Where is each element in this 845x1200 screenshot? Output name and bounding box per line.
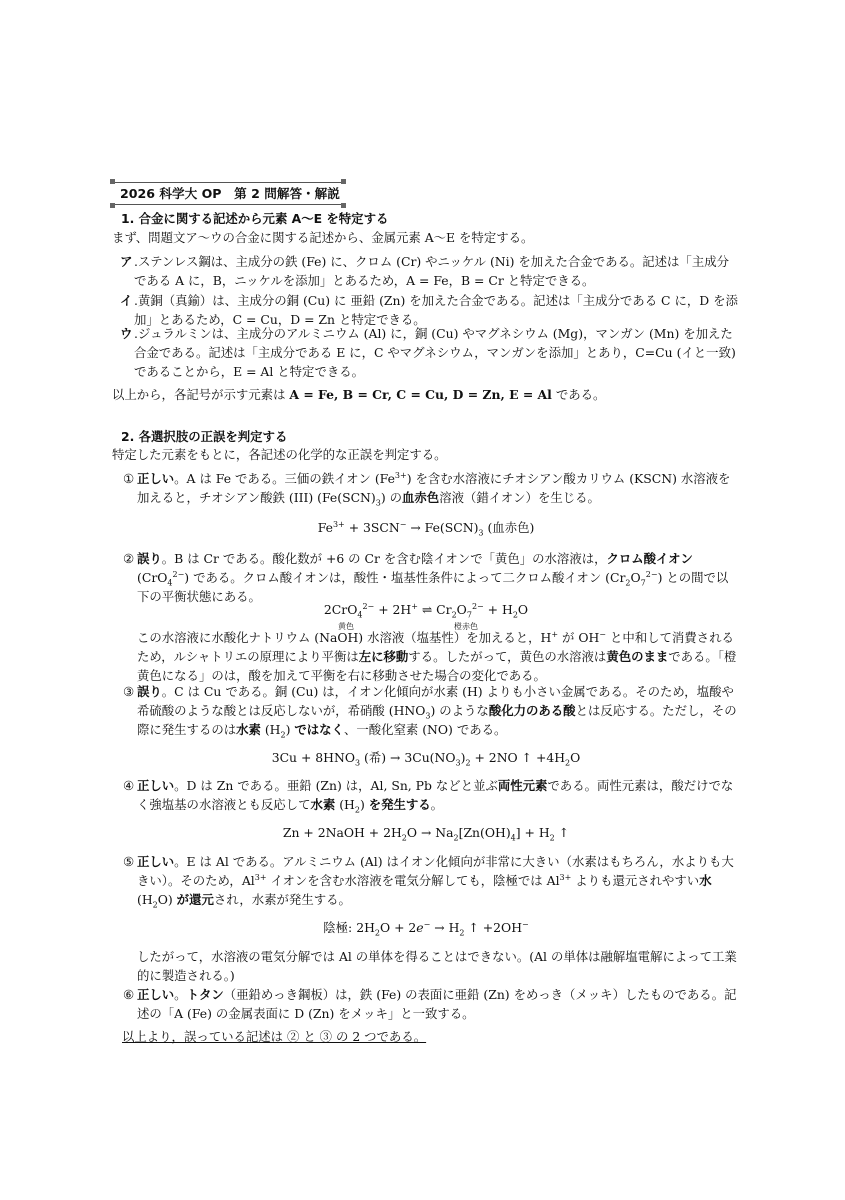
choice-2: ② 誤り。B は Cr である。酸化数が +6 の Cr を含む陰イオンで「黄色」の水溶液は，クロム酸イオン(CrO$_4^{2-}$) である。クロム酸イオンは，酸性・塩基性条件によって二クロム酸イオン $(Cr_2O_7^{2-})$ との間で以下の平衡状態にある。 xyxy=(123,551,729,604)
corner-square xyxy=(110,203,115,208)
title-box xyxy=(113,182,343,205)
equation-1: $Fe^{3+} + 3SCN^- \to Fe(SCN)_3$ (血赤色) xyxy=(317,519,535,538)
label-yellow: 黄色 xyxy=(338,622,354,631)
choice-1: ① 正しい。A は Fe である。三価の鉄イオン $(Fe^{3+})$ を含む水溶液にチオシアン酸カリウム (KSCN) 水溶液を加えると，チオシアン酸鉄 (III) $(Fe(SCN)_3)$ の血赤色溶液（錯イオン）を生じる。 xyxy=(123,470,731,508)
equation-4: Zn + 2NaOH + $2H_2O \to Na_2[Zn(OH)_4] + H_2$ ↑ xyxy=(282,825,570,843)
page-title: 2026 科学大 OP 第 2 問解答・解説 xyxy=(120,186,340,201)
choice-5-continued: したがって，水溶液の電気分解では Al の単体を得ることはできない。(Al の単体は融解塩電解によって工業的に製造される。) xyxy=(137,949,737,983)
choice-5: ⑤ 正しい。E は Al である。アルミニウム (Al) はイオン化傾向が非常に大きい（水素はもちろん，水よりも大きい）。そのため，$Al^{3+}$ イオンを含む水溶液を電気分解しても，陰極では $Al^{3+}$ よりも還元されやすい水 $(H_2O)$ が還元され，水素が発生する。 xyxy=(123,854,734,910)
choice-4: ④ 正しい。D は Zn である。亜鉛 (Zn) は，Al, Sn, Pb などと並ぶ両性元素である。両性元素は，酸だけでなく強塩基の水溶液とも反応して水素 $(H_2)$ を発生する。 xyxy=(123,778,734,815)
conclusion: 以上より，誤っている記述は ② と ③ の 2 つである。 xyxy=(122,1029,427,1044)
label-orange: 橙赤色 xyxy=(454,622,478,631)
corner-square xyxy=(341,203,346,208)
element-identification: A = Fe, B = Cr, C = Cu, D = Zn, E = Al xyxy=(289,387,552,402)
section2-intro: 特定した元素をもとに，各記述の化学的な正誤を判定する。 xyxy=(112,447,447,462)
section1-heading: 1. 合金に関する記述から元素 A〜E を特定する xyxy=(121,211,389,226)
choice-2-continued: この水溶液に水酸化ナトリウム (NaOH) 水溶液（塩基性）を加えると，H+ が OH− と中和して消費されるため，ルシャトリエの原理により平衡は左に移動する。したがって，黄色の水溶液は黄色のままである。「橙黄色になる」のは，酸を加えて平衡を右に移動させた場合の変化である。 xyxy=(137,629,737,683)
section2-heading: 2. 各選択肢の正誤を判定する xyxy=(121,429,288,444)
section1-intro: まず、問題文ア〜ウの合金に関する記述から、金属元素 A〜E を特定する。 xyxy=(112,230,534,245)
item-a: ア .ステンレス鋼は、主成分の鉄 (Fe) に、クロム (Cr) やニッケル (Ni) を加えた合金である。記述は「主成分である A に，B，ニッケルを添加」とあるため，A = Fe，B = Cr と特定できる。 xyxy=(120,254,729,288)
corner-square xyxy=(341,179,346,184)
choice-6: ⑥ 正しい。トタン（亜鉛めっき鋼板）は，鉄 (Fe) の表面に亜鉛 (Zn) をめっき（メッキ）したものである。記述の「A (Fe) の金属表面に D (Zn) をメッキ」と一致する。 xyxy=(123,987,737,1021)
equation-2: 2CrO$_4^{2-}$ + 2H+ ⇌ $Cr_2O_7^{2-} + H_2O$ xyxy=(323,601,529,620)
item-i: イ .黄銅（真鍮）は、主成分の銅 (Cu) に 亜鉛 (Zn) を加えた合金である。記述は「主成分である C に，D を添加」とあるため，C = Cu，D = Zn と特定できる。 xyxy=(120,293,738,327)
section1-summary: 以上から，各記号が示す元素は A = Fe, B = Cr, C = Cu, D = Zn, E = Al である。 xyxy=(112,387,606,402)
choice-3: ③ 誤り。C は Cu である。銅 (Cu) は，イオン化傾向が水素 (H) よりも小さい金属である。そのため，塩酸や希硫酸のような酸とは反応しないが，希硝酸 $(HNO_3)$ のような酸化力のある酸とは反応する。ただし，その際に発生するのは水素 $(H_2)$ ではなく、一酸化窒素 (NO) である。 xyxy=(123,684,737,740)
equation-3: $3Cu + 8HNO_3$ (希) → $3Cu(NO_3)_2 + 2NO$ ↑ $+4H_2O$ xyxy=(271,750,581,768)
corner-square xyxy=(110,179,115,184)
item-u: ウ .ジュラルミンは、主成分のアルミニウム (Al) に，銅 (Cu) やマグネシウム (Mg)，マンガン (Mn) を加えた合金である。記述は「主成分である E に，C やマグネシウム，マンガンを添加」とあり，C=Cu (イと一致) であることから，E = Al と特定できる。 xyxy=(120,326,736,379)
equation-5: 陰極: $2H_2O + 2e^- \to H_2$ ↑ +2OH− xyxy=(323,919,529,938)
